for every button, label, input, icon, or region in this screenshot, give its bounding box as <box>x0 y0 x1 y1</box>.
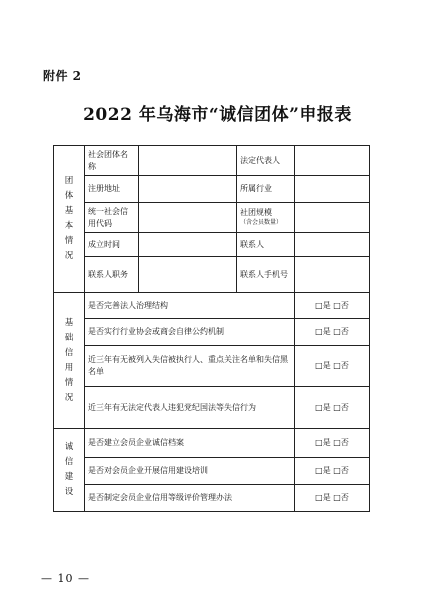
yes-no-choice[interactable] <box>295 293 370 319</box>
yes-no-choice[interactable] <box>295 387 370 429</box>
no-checkbox[interactable]: □否 <box>333 327 349 337</box>
yes-no-choice[interactable] <box>295 458 370 485</box>
credit-code-label: 统一社会信用代码 <box>85 203 139 233</box>
reg-address-field[interactable] <box>139 176 237 203</box>
table-row <box>54 176 370 203</box>
contact-phone-label: 联系人手机号 <box>237 257 295 293</box>
form-title: 2022 年乌海市“诚信团体”申报表 <box>83 105 352 125</box>
yes-checkbox[interactable]: □是 <box>315 438 331 448</box>
founded-field[interactable] <box>139 233 237 257</box>
question-self-discipline: 是否实行行业协会或商会自律公约机制 <box>85 319 295 346</box>
scale-field[interactable] <box>295 203 370 233</box>
no-checkbox[interactable]: □否 <box>333 493 349 503</box>
page-number: — 10 — <box>41 572 90 585</box>
founded-label: 成立时间 <box>85 233 139 257</box>
credit-code-field[interactable] <box>139 203 237 233</box>
org-name-label: 社会团体名称 <box>85 146 139 176</box>
question-blacklist: 近三年有无被列入失信被执行人、重点关注名单和失信黑名单 <box>85 346 295 387</box>
contact-title-label: 联系人职务 <box>85 257 139 293</box>
table-row <box>54 485 370 512</box>
table-row <box>54 319 370 346</box>
question-governance: 是否完善法人治理结构 <box>85 293 295 319</box>
yes-no-choice[interactable] <box>295 429 370 458</box>
table-row <box>54 203 370 233</box>
question-credit-archive: 是否建立会员企业诚信档案 <box>85 429 295 458</box>
contact-field[interactable] <box>295 233 370 257</box>
yes-checkbox[interactable]: □是 <box>315 466 331 476</box>
question-legal-rep-violation: 近三年有无法定代表人违犯党纪国法等失信行为 <box>85 387 295 429</box>
industry-label: 所属行业 <box>237 176 295 203</box>
table-row <box>54 233 370 257</box>
yes-checkbox[interactable]: □是 <box>315 327 331 337</box>
legal-rep-field[interactable] <box>295 146 370 176</box>
yes-no-choice[interactable] <box>295 346 370 387</box>
yes-no-choice[interactable] <box>295 485 370 512</box>
no-checkbox[interactable]: □否 <box>333 300 349 310</box>
table-row <box>54 257 370 293</box>
section-label-credit-basics: 基 础 信 用 情 况 <box>54 293 85 429</box>
no-checkbox[interactable]: □否 <box>333 361 349 371</box>
legal-rep-label: 法定代表人 <box>237 146 295 176</box>
table-row <box>54 387 370 429</box>
contact-label: 联系人 <box>237 233 295 257</box>
yes-checkbox[interactable]: □是 <box>315 300 331 310</box>
yes-checkbox[interactable]: □是 <box>315 493 331 503</box>
table-row <box>54 429 370 458</box>
scale-label: 社团规模 （含会员数量） <box>237 203 295 233</box>
table-row <box>54 458 370 485</box>
attachment-label: 附件 2 <box>43 69 82 83</box>
no-checkbox[interactable]: □否 <box>333 402 349 412</box>
scale-note: （含会员数量） <box>240 218 283 226</box>
no-checkbox[interactable]: □否 <box>333 466 349 476</box>
yes-checkbox[interactable]: □是 <box>315 402 331 412</box>
reg-address-label: 注册地址 <box>85 176 139 203</box>
yes-no-choice[interactable] <box>295 319 370 346</box>
contact-phone-field[interactable] <box>295 257 370 293</box>
org-name-field[interactable] <box>139 146 237 176</box>
question-credit-training: 是否对会员企业开展信用建设培训 <box>85 458 295 485</box>
yes-checkbox[interactable]: □是 <box>315 361 331 371</box>
no-checkbox[interactable]: □否 <box>333 438 349 448</box>
table-row <box>54 146 370 176</box>
section-label-basic-info: 团 体 基 本 情 况 <box>54 146 85 293</box>
industry-field[interactable] <box>295 176 370 203</box>
application-form-table <box>53 145 370 512</box>
section-label-integrity-building: 诚 信 建 设 <box>54 429 85 512</box>
question-credit-rating: 是否制定会员企业信用等级评价管理办法 <box>85 485 295 512</box>
table-row <box>54 293 370 319</box>
table-row <box>54 346 370 387</box>
contact-title-field[interactable] <box>139 257 237 293</box>
